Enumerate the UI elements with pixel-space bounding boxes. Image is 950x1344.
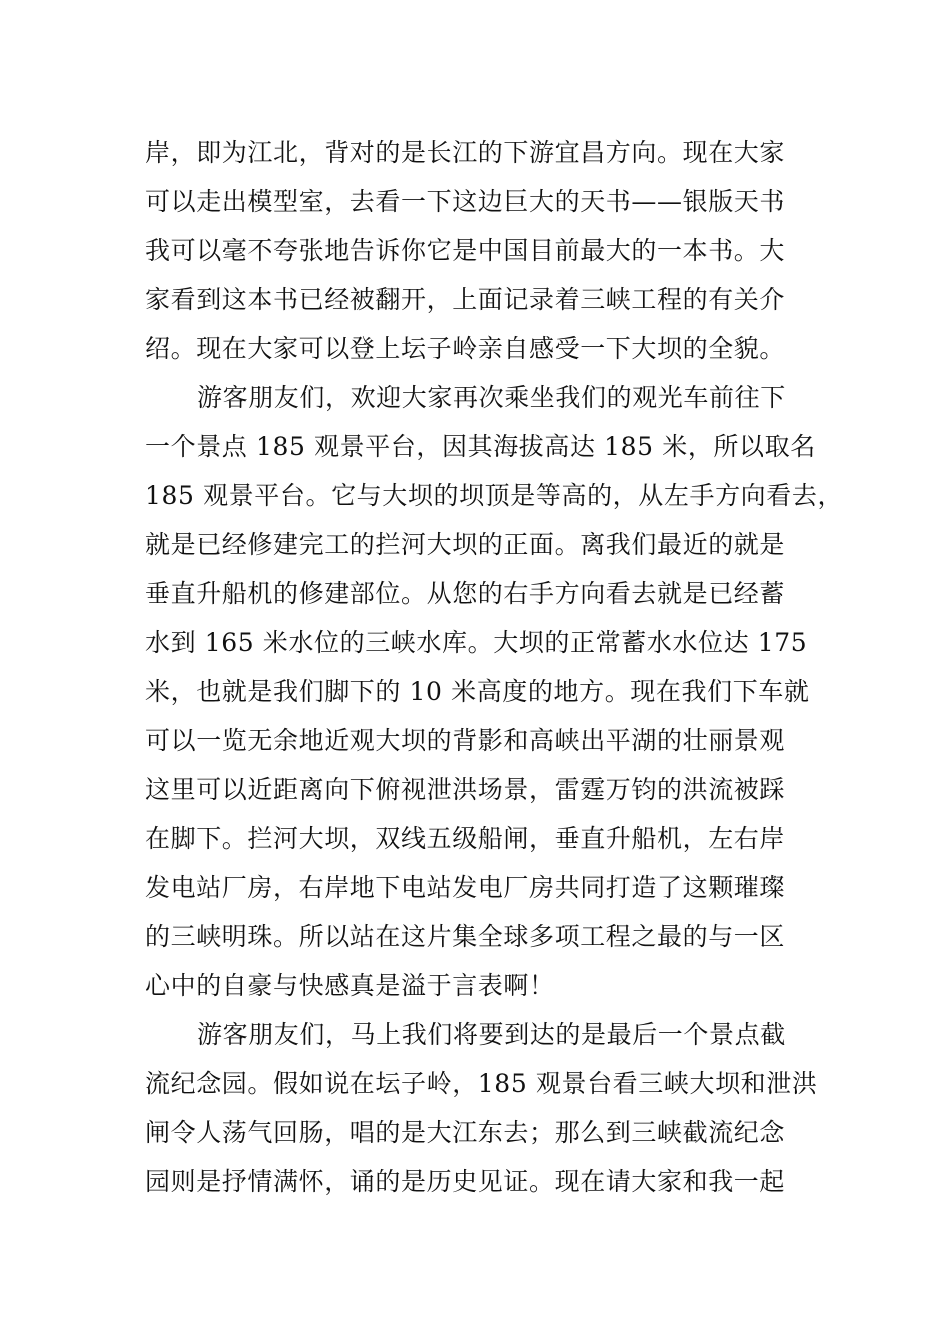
text-line: 我可以毫不夸张地告诉你它是中国目前最大的一本书。大 (145, 236, 786, 265)
text-line: 185 观景平台。它与大坝的坝顶是等高的，从左手方向看去， (145, 481, 844, 510)
text-line: 心中的自豪与快感真是溢于言表啊！ (145, 971, 555, 1000)
text-line: 在脚下。拦河大坝，双线五级船闸，垂直升船机，左右岸 (145, 824, 786, 853)
text-line: 可以一览无余地近观大坝的背影和高峡出平湖的壮丽景观 (145, 726, 786, 755)
text-line: 垂直升船机的修建部位。从您的右手方向看去就是已经蓄 (145, 579, 786, 608)
text-line: 的三峡明珠。所以站在这片集全球多项工程之最的与一区 (145, 922, 786, 951)
text-line: 园则是抒情满怀，诵的是历史见证。现在请大家和我一起 (145, 1167, 786, 1196)
text-line: 家看到这本书已经被翻开，上面记录着三峡工程的有关介 (145, 285, 786, 314)
text-line: 一个景点 185 观景平台，因其海拔高达 185 米，所以取名 (145, 432, 816, 461)
text-line: 流纪念园。假如说在坛子岭，185 观景台看三峡大坝和泄洪 (145, 1069, 818, 1098)
text-line: 可以走出模型室，去看一下这边巨大的天书——银版天书 (145, 187, 786, 216)
text-line: 米，也就是我们脚下的 10 米高度的地方。现在我们下车就 (145, 677, 810, 706)
text-line: 就是已经修建完工的拦河大坝的正面。离我们最近的就是 (145, 530, 786, 559)
text-line: 岸，即为江北，背对的是长江的下游宜昌方向。现在大家 (145, 138, 786, 167)
text-line: 闸令人荡气回肠，唱的是大江东去；那么到三峡截流纪念 (145, 1118, 786, 1147)
text-line: 游客朋友们，马上我们将要到达的是最后一个景点截 (197, 1020, 786, 1049)
text-line: 游客朋友们，欢迎大家再次乘坐我们的观光车前往下 (197, 383, 786, 412)
text-line: 绍。现在大家可以登上坛子岭亲自感受一下大坝的全貌。 (145, 334, 786, 363)
body-text (145, 128, 844, 1206)
text-line: 这里可以近距离向下俯视泄洪场景，雷霆万钧的洪流被踩 (145, 775, 786, 804)
text-line: 发电站厂房，右岸地下电站发电厂房共同打造了这颗璀璨 (145, 873, 786, 902)
text-line: 水到 165 米水位的三峡水库。大坝的正常蓄水水位达 175 (145, 628, 808, 657)
